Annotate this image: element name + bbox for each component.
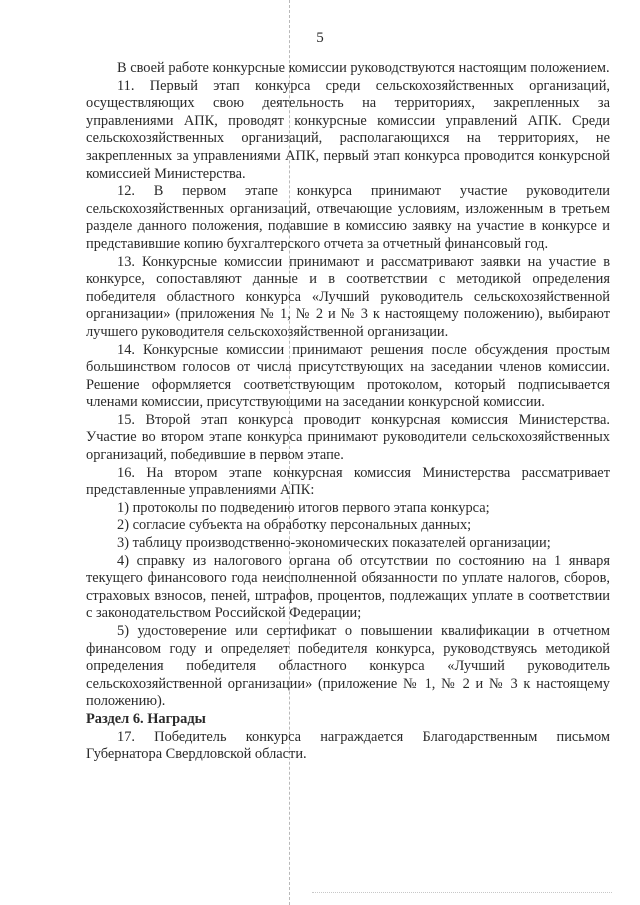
paragraph-11: 11. Первый этап конкурса среди сельскохозяйственных организаций, осуществляющих свою деятельность на территориях, закрепленных за управлениями АПК, проводят конкурсные комиссии управлений АПК. Среди сельскохозяйственных организаций, располагающихся на территориях, не закрепленных за управлениями АПК, первый этап конкурса проводится конкурсной комиссией Министерства. — [86, 77, 610, 182]
paragraph-15: 15. Второй этап конкурса проводит конкурсная комиссия Министерства. Участие во втором этапе конкурса принимают руководители сельскохозяйственных организаций, победившие в первом этапе. — [86, 411, 610, 464]
footer-scan-mark — [312, 892, 612, 893]
paragraph-intro: В своей работе конкурсные комиссии руководствуются настоящим положением. — [117, 60, 610, 76]
list-item-5: 5) удостоверение или сертификат о повышении квалификации в отчетном финансовом году и определяет победителя конкурса, руководствуясь методикой определения победителя областного конкурса «Лучший руководитель сельскохозяйственной организации» (приложение № 1, № 2 и № 3 к настоящему положению). — [86, 623, 610, 710]
list-item-3: 3) таблицу производственно-экономических показателей организации; — [117, 535, 551, 552]
list-item-2: 2) согласие субъекта на обработку персональных данных; — [117, 517, 472, 534]
paragraph-17: 17. Победитель конкурса награждается Благодарственным письмом Губернатора Свердловской области. — [86, 728, 610, 763]
list-item-4: 4) справку из налогового органа об отсутствии по состоянию на 1 января текущего финансового года неисполненной обязанности по уплате налогов, сборов, страховых взносов, пеней, штрафов, процентов, подлежащих уплате в соответствии с законодательством Российской Федерации; — [86, 552, 610, 622]
paragraph-16: 16. На втором этапе конкурсная комиссия Министерства рассматривает представленные управлениями АПК: — [86, 464, 610, 499]
list-item-1: 1) протоколы по подведению итогов первого этапа конкурса; — [117, 499, 490, 516]
page-number: 5 — [316, 30, 324, 46]
paragraph-14: 14. Конкурсные комиссии принимают решения после обсуждения простым большинством голосов от числа присутствующих на заседании членов комиссии. Решение оформляется соответствующим протоколом, который подписывается членами комиссии, присутствующими на заседании конкурсной комиссии. — [86, 341, 610, 411]
document-body — [86, 60, 610, 764]
section-heading: Раздел 6. Награды — [86, 710, 206, 727]
paragraph-13: 13. Конкурсные комиссии принимают и рассматривают заявки на участие в конкурсе, сопоставляют данные и в соответствии с методикой определения победителя областного конкурса «Лучший руководитель сельскохозяйственной организации» (приложения № 1, № 2 и № 3 к настоящему положению), выбирают лучшего руководителя сельскохозяйственной организации. — [86, 253, 610, 340]
paragraph-12: 12. В первом этапе конкурса принимают участие руководители сельскохозяйственных организаций, отвечающие условиям, изложенным в третьем разделе данного положения, подавшие в комиссию заявку на участие в конкурсе и представившие копию бухгалтерского отчета за отчетный финансовый год. — [86, 183, 610, 252]
